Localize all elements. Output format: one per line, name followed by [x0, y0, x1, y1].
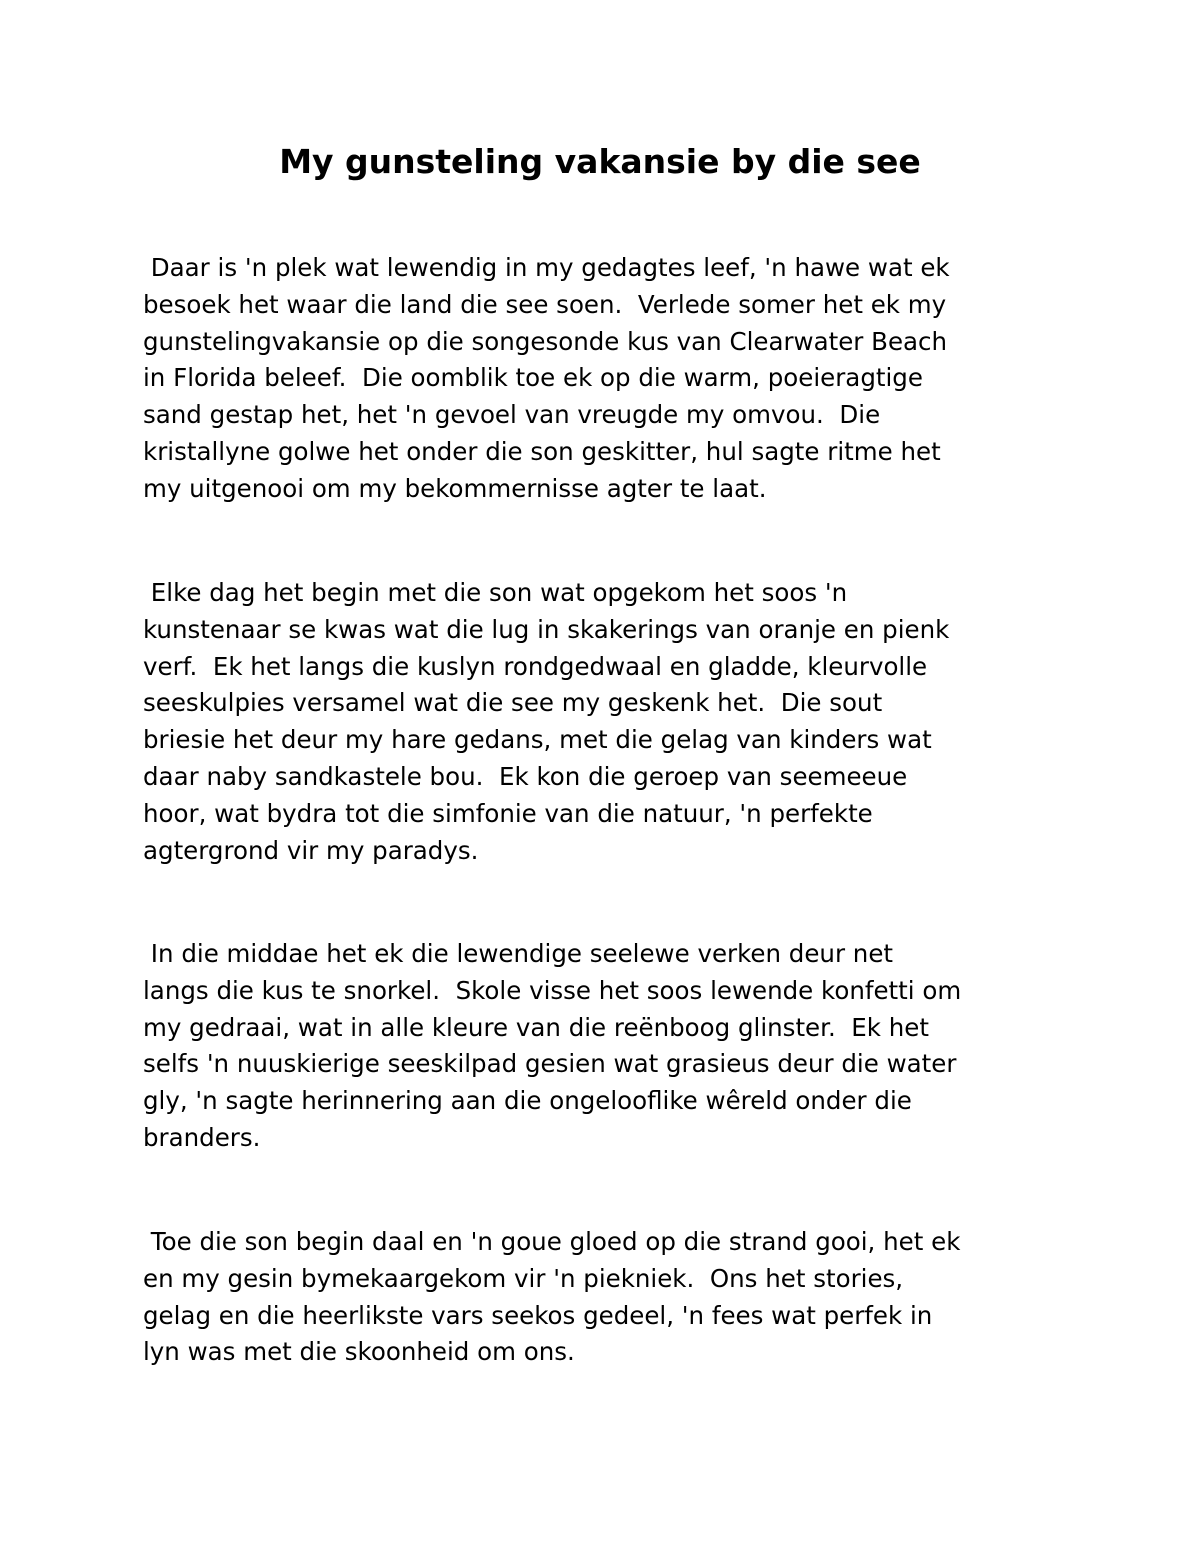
paragraph-line: gunstelingvakansie op die songesonde kus van Clearwater Beach	[143, 326, 948, 356]
paragraph-line: kristallyne golwe het onder die son geskitter, hul sagte ritme het	[143, 436, 941, 466]
paragraph-line: besoek het waar die land die see soen. Verlede somer het ek my	[143, 289, 947, 319]
paragraph-line: selfs 'n nuuskierige seeskilpad gesien wat grasieus deur die water	[143, 1049, 957, 1079]
paragraph-line: hoor, wat bydra tot die simfonie van die natuur, 'n perfekte	[143, 798, 873, 828]
paragraph-line: agtergrond vir my paradys.	[143, 835, 479, 865]
paragraph-line: daar naby sandkastele bou. Ek kon die geroep van seemeeue	[143, 761, 908, 791]
paragraph-line: sand gestap het, het 'n gevoel van vreugde my omvou. Die	[143, 400, 881, 430]
paragraph-line: gelag en die heerlikste vars seekos gedeel, 'n fees wat perfek in	[143, 1300, 933, 1330]
paragraph-2	[143, 575, 1073, 869]
paragraph-line: verf. Ek het langs die kuslyn rondgedwaal en gladde, kleurvolle	[143, 651, 928, 681]
paragraph-line: my uitgenooi om my bekommernisse agter te laat.	[143, 473, 767, 503]
paragraph-line: In die middae het ek die lewendige seelewe verken deur net	[143, 939, 894, 968]
paragraph-3	[143, 936, 1073, 1157]
paragraph-line: langs die kus te snorkel. Skole visse het soos lewende konfetti om	[143, 975, 962, 1005]
paragraph-line: seeskulpies versamel wat die see my geskenk het. Die sout	[143, 688, 883, 718]
paragraph-line: in Florida beleef. Die oomblik toe ek op die warm, poeieragtige	[143, 363, 923, 393]
paragraph-line: Elke dag het begin met die son wat opgekom het soos 'n	[143, 578, 848, 607]
paragraph-line: kunstenaar se kwas wat die lug in skakerings van oranje en pienk	[143, 614, 950, 644]
paragraph-line: my gedraai, wat in alle kleure van die reënboog glinster. Ek het	[143, 1012, 929, 1042]
paragraph-line: gly, 'n sagte herinnering aan die ongelooflike wêreld onder die	[143, 1086, 912, 1116]
document-title: My gunsteling vakansie by die see	[279, 142, 921, 181]
paragraph-line: Toe die son begin daal en 'n goue gloed op die strand gooi, het ek	[143, 1227, 961, 1256]
paragraph-line: Daar is 'n plek wat lewendig in my gedagtes leef, 'n hawe wat ek	[143, 253, 950, 282]
paragraph-4	[143, 1224, 1073, 1371]
paragraph-1	[143, 250, 1073, 508]
paragraph-line: lyn was met die skoonheid om ons.	[143, 1337, 575, 1367]
paragraph-line: branders.	[143, 1122, 261, 1152]
paragraph-line: en my gesin bymekaargekom vir 'n piekniek. Ons het stories,	[143, 1263, 904, 1293]
paragraph-line: briesie het deur my hare gedans, met die gelag van kinders wat	[143, 725, 932, 755]
